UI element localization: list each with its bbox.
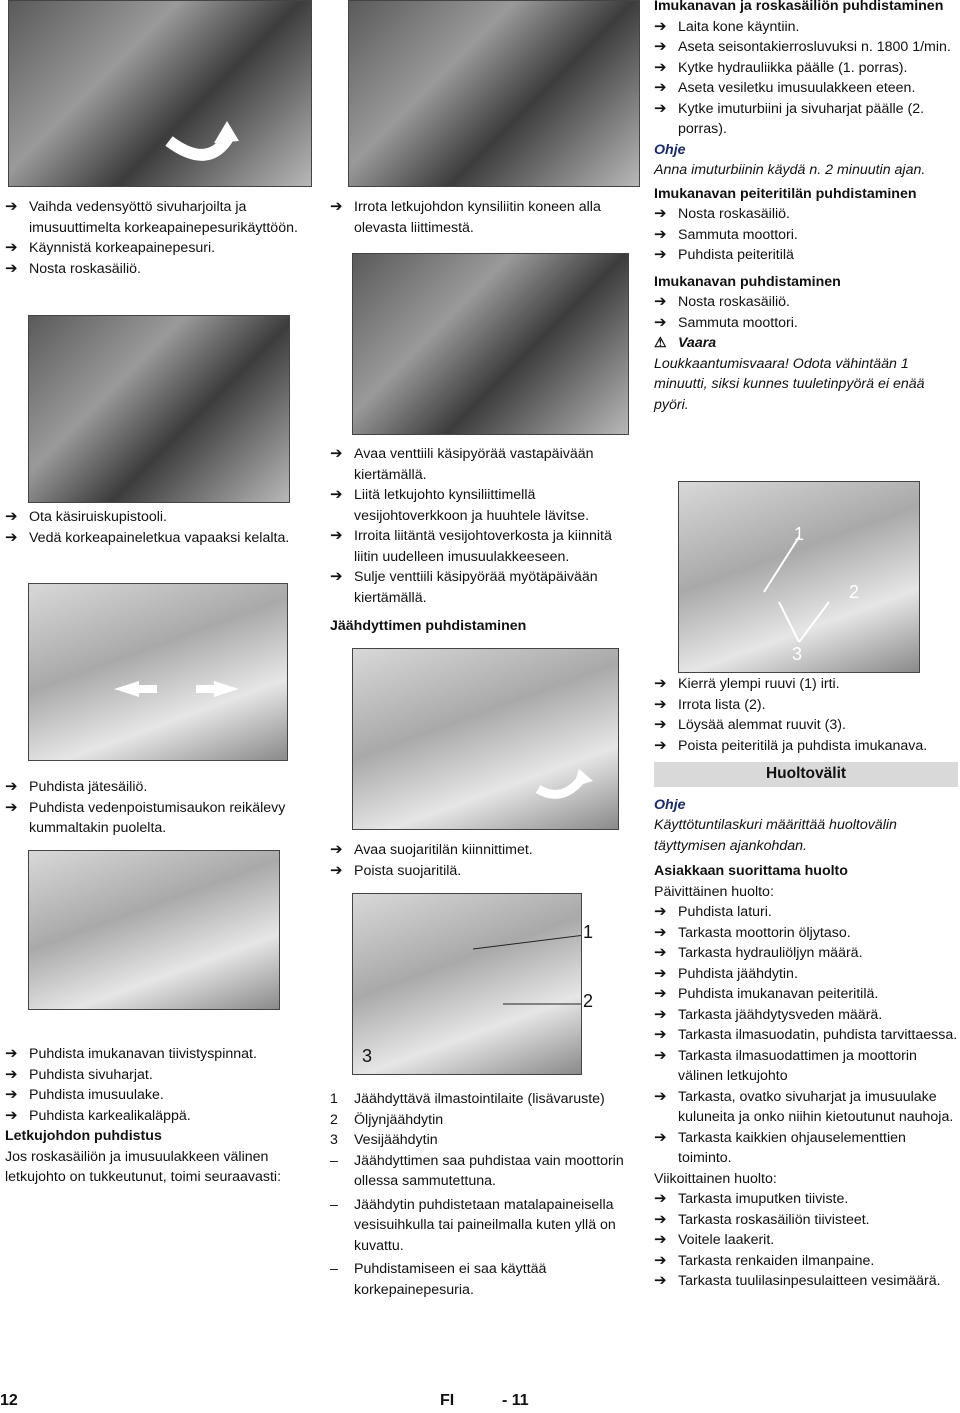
arrow-right-icon: ➔ (654, 1026, 667, 1043)
arrow-right-icon: ➔ (330, 198, 343, 215)
legend-item: – Puhdistamiseen ei saa käyttää korkepainepesuria. (330, 1261, 547, 1298)
step-item: ➔ Tarkasta ilmasuodatin, puhdista tarvittaessa. (654, 1025, 958, 1046)
step-item: ➔ Voitele laakerit. (654, 1230, 958, 1251)
step-item: ➔ Aseta vesiletku imusuulakkeen eteen. (654, 78, 958, 99)
legend-list (330, 1089, 635, 1300)
language-code: FI (440, 1392, 455, 1409)
arrow-right-icon: ➔ (654, 1210, 667, 1228)
photo-label: 1 (583, 922, 594, 942)
note-text: Anna imuturbiinin käydä n. 2 minuutin ajan. (654, 162, 926, 178)
step-item: ➔ Puhdista imukanavan peiteritilä. (654, 984, 958, 1005)
paragraph: Jos roskasäiliön ja imusuulakkeen välinen letkujohto on tukkeutunut, toimi seuraavasti: (5, 1148, 282, 1185)
steps-block (330, 444, 635, 637)
photo-label: 2 (583, 991, 594, 1011)
photo-sweeper-washing (28, 850, 280, 1010)
section-heading: Asiakkaan suorittama huolto (654, 863, 848, 879)
arrow-right-icon: ➔ (5, 778, 18, 795)
step-item: ➔ Sulje venttiili käsipyörää myötäpäivään kiertämällä. (330, 568, 598, 606)
arrow-right-icon: ➔ (5, 198, 18, 215)
step-item: ➔ Vaihda vedensyöttö sivuharjoilta ja imusuuttimelta korkeapainepesurikäyttöön. (5, 198, 298, 236)
step-item: ➔ Tarkasta, ovatko sivuharjat ja imusuulake kuluneita ja onko niihin kietoutunut nauhoja. (654, 1087, 954, 1125)
step-item: ➔ Irroita liitäntä vesijohtoverkosta ja kiinnitä liitin uudelleen imusuulakkeeseen. (330, 527, 612, 565)
arrow-right-icon: ➔ (654, 964, 667, 982)
step-item: ➔ Tarkasta roskasäiliön tiivisteet. (654, 1210, 958, 1231)
step-item: ➔ Puhdista jätesäiliö. (5, 777, 311, 798)
legend-item: 1 Jäähdyttävä ilmastointilaite (lisävaruste) (330, 1091, 605, 1107)
steps-block (5, 777, 311, 839)
step-item: ➔ Laita kone käyntiin. (654, 17, 958, 38)
arrow-right-icon: ➔ (654, 1087, 667, 1105)
photo-hose-coupling (348, 0, 640, 187)
section-heading: Imukanavan peiteritilän puhdistaminen (654, 185, 917, 202)
steps-block (330, 197, 635, 238)
legend-item: – Jäähdyttimen saa puhdistaa vain moottorin ollessa sammutettuna. (330, 1152, 624, 1189)
weekly-label: Viikoittainen huolto: (654, 1170, 777, 1187)
step-item: ➔ Tarkasta moottorin öljytaso. (654, 923, 958, 944)
section-heading: Imukanavan puhdistaminen (654, 273, 841, 290)
step-item: ➔ Puhdista sivuharjat. (5, 1065, 311, 1086)
step-item: ➔ Tarkasta hydrauliöljyn määrä. (654, 943, 958, 964)
step-item: ➔ Nosta roskasäiliö. (654, 204, 958, 225)
steps-block (5, 197, 311, 279)
arrow-right-icon: ➔ (654, 1251, 667, 1269)
step-item: ➔ Puhdista imukanavan tiivistyspinnat. (5, 1044, 311, 1065)
arrow-right-icon: ➔ (5, 1106, 18, 1124)
step-item: ➔ Tarkasta ilmasuodattimen ja moottorin välinen letkujohto (654, 1046, 917, 1084)
arrow-right-icon: ➔ (330, 841, 343, 858)
arrow-right-icon: ➔ (5, 1086, 18, 1103)
step-item: ➔ Puhdista karkealikaläppä. (5, 1106, 311, 1127)
steps-block (5, 507, 311, 548)
step-item: ➔ Ota käsiruiskupistooli. (5, 507, 311, 528)
photo-label: 1 (794, 524, 805, 544)
step-item: ➔ Tarkasta imuputken tiiviste. (654, 1189, 958, 1210)
steps-block (330, 840, 635, 881)
steps-block (5, 1044, 311, 1188)
step-item: ➔ Puhdista vedenpoistumisaukon reikälevy kummaltakin puolelta. (5, 798, 286, 836)
section-heading: Jäähdyttimen puhdistaminen (330, 618, 527, 634)
step-item: ➔ Kytke imuturbiini ja sivuharjat päälle (2. porras). (654, 99, 925, 137)
arrow-right-icon: ➔ (330, 861, 343, 879)
photo-spray-gun (28, 315, 290, 503)
arrow-right-icon: ➔ (5, 1045, 18, 1062)
arrow-right-icon: ➔ (654, 38, 667, 55)
arrow-right-icon: ➔ (654, 225, 667, 243)
steps-block (654, 0, 958, 415)
step-item: ➔ Sammuta moottori. (654, 225, 958, 246)
step-item: ➔ Irrota lista (2). (654, 695, 958, 716)
warning-triangle-icon: ⚠ (654, 335, 667, 351)
step-item: ➔ Tarkasta jäähdytysveden määrä. (654, 1005, 958, 1026)
arrow-right-icon: ➔ (654, 675, 667, 692)
arrow-right-icon: ➔ (654, 99, 667, 117)
step-item: ➔ Puhdista imusuulake. (5, 1085, 311, 1106)
arrow-right-icon: ➔ (654, 695, 667, 713)
step-item: ➔ Puhdista jäähdytin. (654, 964, 958, 985)
arrow-right-icon: ➔ (654, 985, 667, 1002)
arrow-right-icon: ➔ (5, 259, 18, 277)
arrow-right-icon: ➔ (330, 527, 343, 544)
photo-radiator-grille (352, 648, 619, 830)
arrow-right-icon: ➔ (5, 528, 18, 546)
arrow-right-icon: ➔ (654, 903, 667, 920)
note-label: Ohje (654, 141, 686, 158)
step-item: ➔ Puhdista peiteritilä (654, 245, 958, 266)
section-bar-huoltovalit: Huoltovälit (654, 762, 958, 787)
arrow-right-icon: ➔ (654, 1128, 667, 1146)
step-item: ➔ Irrota letkujohdon kynsiliitin koneen alla olevasta liittimestä. (330, 198, 601, 236)
photo-label: 3 (362, 1046, 373, 1066)
arrow-right-icon: ➔ (5, 1065, 18, 1083)
arrow-right-icon: ➔ (654, 293, 667, 310)
step-item: ➔ Avaa suojaritilän kiinnittimet. (330, 840, 635, 861)
step-item: ➔ Aseta seisontakierrosluvuksi n. 1800 1/min. (654, 37, 958, 58)
step-item: ➔ Nosta roskasäiliö. (5, 259, 311, 280)
page-number: 12 (0, 1392, 18, 1409)
arrow-right-icon: ➔ (330, 486, 343, 503)
arrow-right-icon: ➔ (5, 508, 18, 525)
arrow-right-icon: ➔ (654, 1272, 667, 1289)
arrow-right-icon: ➔ (654, 944, 667, 961)
step-item: ➔ Poista peiteritilä ja puhdista imukanava. (654, 736, 958, 757)
arrow-right-icon: ➔ (5, 239, 18, 256)
legend-item: 2 Öljynjäähdytin (330, 1111, 444, 1128)
step-item: ➔ Käynnistä korkeapainepesuri. (5, 238, 311, 259)
arrow-right-icon: ➔ (654, 313, 667, 331)
note-text: Käyttötuntilaskuri määrittää huoltovälin täyttymisen ajankohdan. (654, 817, 897, 854)
step-item: ➔ Sammuta moottori. (654, 313, 958, 334)
arrow-right-icon: ➔ (654, 205, 667, 222)
warning-label: ⚠ Vaara (654, 333, 958, 354)
step-item: ➔ Kytke hydrauliikka päälle (1. porras). (654, 58, 958, 79)
arrow-right-icon: ➔ (654, 1046, 667, 1064)
section-heading: Imukanavan ja roskasäiliön puhdistaminen (654, 0, 944, 14)
photo-label: 3 (792, 644, 803, 664)
step-item: ➔ Puhdista laturi. (654, 902, 958, 923)
step-item: ➔ Tarkasta kaikkien ohjauselementtien toiminto. (654, 1128, 906, 1166)
arrow-right-icon: ➔ (330, 568, 343, 585)
photo-radiators (352, 893, 582, 1075)
step-item: ➔ Liitä letkujohto kynsiliittimellä vesijohtoverkkoon ja huuhtele lävitse. (330, 486, 590, 524)
arrow-right-icon: ➔ (654, 716, 667, 733)
arrow-right-icon: ➔ (330, 445, 343, 462)
steps-block (654, 674, 958, 1292)
daily-label: Päivittäinen huolto: (654, 883, 774, 900)
photo-waste-container (28, 583, 288, 761)
step-item: ➔ Tarkasta renkaiden ilmanpaine. (654, 1251, 958, 1272)
arrow-right-icon: ➔ (654, 1231, 667, 1248)
arrow-right-icon: ➔ (654, 58, 667, 76)
warning-text: Loukkaantumisvaara! Odota vähintään 1 minuutti, siksi kunnes tuuletinpyörä ei enää pyöri. (654, 355, 925, 413)
arrow-right-icon: ➔ (654, 923, 667, 941)
arrow-right-icon: ➔ (654, 1005, 667, 1023)
arrow-right-icon: ➔ (654, 17, 667, 35)
step-item: ➔ Poista suojaritilä. (330, 861, 635, 882)
arrow-right-icon: ➔ (654, 246, 667, 263)
arrow-right-icon: ➔ (5, 798, 18, 816)
photo-valve-handwheel (352, 253, 629, 435)
legend-item: 3 Vesijäähdytin (330, 1132, 438, 1148)
step-item: ➔ Löysää alemmat ruuvit (3). (654, 715, 958, 736)
arrow-right-icon: ➔ (654, 79, 667, 96)
step-item: ➔ Vedä korkeapaineletkua vapaaksi kelalta. (5, 528, 311, 549)
legend-item: – Jäähdytin puhdistetaan matalapaineisella vesisuihkulla tai paineilmalla kuten yllä on kuvattu. (330, 1196, 616, 1254)
sub-page-number: - 11 (502, 1392, 529, 1409)
arrow-right-icon: ➔ (654, 1190, 667, 1207)
note-label: Ohje (654, 796, 686, 813)
step-item: ➔ Tarkasta tuulilasinpesulaitteen vesimäärä. (654, 1271, 958, 1292)
photo-label: 2 (849, 582, 860, 602)
step-item: ➔ Avaa venttiili käsipyörää vastapäivään kiertämällä. (330, 445, 594, 483)
photo-valve-switch (8, 0, 312, 187)
step-item: ➔ Kierrä ylempi ruuvi (1) irti. (654, 674, 958, 695)
step-item: ➔ Nosta roskasäiliö. (654, 292, 958, 313)
section-heading: Letkujohdon puhdistus (5, 1128, 162, 1144)
arrow-right-icon: ➔ (654, 736, 667, 754)
